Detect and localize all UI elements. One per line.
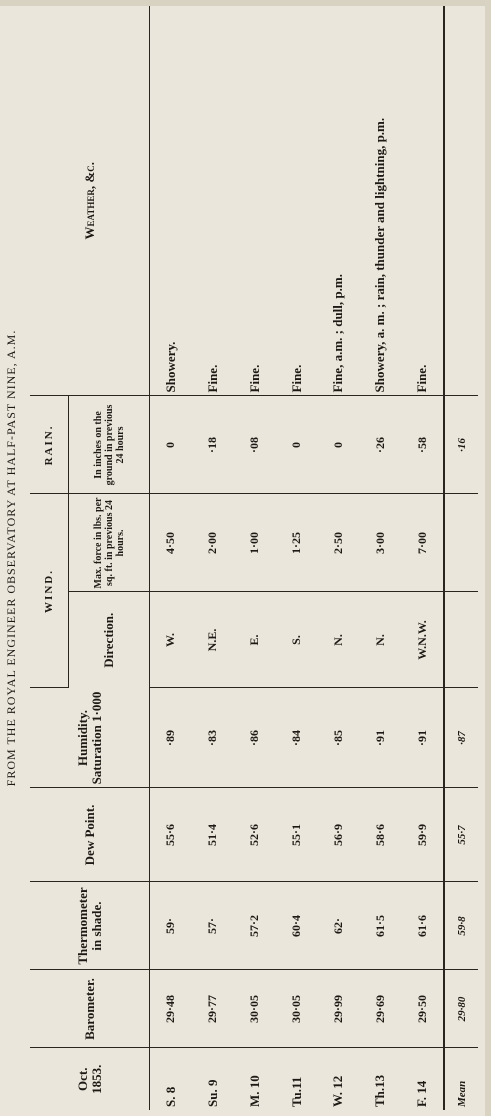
- table-row: [192, 6, 234, 1110]
- cell-dew-point: 58·6: [359, 788, 401, 882]
- cell-day: F. 14: [414, 1080, 430, 1107]
- cell-humidity: ·89: [150, 688, 192, 788]
- cell-weather: Fine.: [234, 6, 276, 396]
- mean-row: [444, 6, 478, 1110]
- cell-rain: 0: [150, 396, 192, 494]
- cell-barometer: 29·77: [192, 970, 234, 1048]
- cell-day: W. 12: [330, 1075, 346, 1107]
- cell-mean-direction: [444, 592, 478, 688]
- cell-force: 2·50: [318, 494, 360, 592]
- cell-force: 4·50: [150, 494, 192, 592]
- cell-barometer: 29·50: [401, 970, 444, 1048]
- table-caption: FROM THE ROYAL ENGINEER OBSERVATORY AT HALF-PAST NINE, A.M.: [4, 329, 18, 787]
- cell-thermometer: 61·5: [359, 882, 401, 970]
- cell-direction: N.: [359, 592, 401, 688]
- cell-weather: Fine.: [192, 6, 234, 396]
- cell-rain: ·08: [234, 396, 276, 494]
- cell-barometer: 30·05: [234, 970, 276, 1048]
- cell-dew-point: 51·4: [192, 788, 234, 882]
- cell-humidity: ·91: [401, 688, 444, 788]
- cell-barometer: 30·05: [276, 970, 318, 1048]
- cell-thermometer: 61·6: [401, 882, 444, 970]
- cell-mean-thermometer: 59·8: [444, 882, 478, 970]
- cell-day: Tu.11: [288, 1076, 304, 1107]
- cell-weather: Fine.: [401, 6, 444, 396]
- header-rain-inches: In inches on the ground in previous 24 hours: [69, 396, 150, 494]
- cell-direction: S.: [276, 592, 318, 688]
- cell-mean-humidity: ·87: [444, 688, 478, 788]
- cell-rain: ·58: [401, 396, 444, 494]
- cell-day: M. 10: [246, 1075, 262, 1107]
- cell-thermometer: 59·: [150, 882, 192, 970]
- header-thermometer: Thermometer in shade.: [30, 882, 150, 970]
- cell-rain: 0: [276, 396, 318, 494]
- cell-force: 2·00: [192, 494, 234, 592]
- cell-day: Th.13: [372, 1074, 388, 1107]
- header-date: Oct. 1853.: [30, 1048, 150, 1110]
- cell-dew-point: 56·9: [318, 788, 360, 882]
- cell-humidity: ·83: [192, 688, 234, 788]
- cell-barometer: 29·69: [359, 970, 401, 1048]
- cell-humidity: ·85: [318, 688, 360, 788]
- table-row: [276, 6, 318, 1110]
- cell-mean-dew-point: 55·7: [444, 788, 478, 882]
- cell-direction: W.N.W.: [401, 592, 444, 688]
- cell-rain: 0: [318, 396, 360, 494]
- header-humidity: Humidity. Saturation 1·000: [30, 688, 150, 788]
- cell-dew-point: 55·1: [276, 788, 318, 882]
- cell-humidity: ·91: [359, 688, 401, 788]
- cell-direction: N.E.: [192, 592, 234, 688]
- header-rain-group: RAIN.: [30, 396, 69, 494]
- table-row: [318, 6, 360, 1110]
- cell-force: 1·25: [276, 494, 318, 592]
- cell-mean-rain: ·16: [444, 396, 478, 494]
- cell-barometer: 29·48: [150, 970, 192, 1048]
- cell-direction: N.: [318, 592, 360, 688]
- table-row: [150, 6, 192, 1110]
- cell-day: Su. 9: [204, 1079, 220, 1107]
- cell-dew-point: 55·6: [150, 788, 192, 882]
- header-direction: Direction.: [69, 592, 150, 688]
- cell-thermometer: 57·2: [234, 882, 276, 970]
- cell-dew-point: 59·9: [401, 788, 444, 882]
- cell-thermometer: 57·: [192, 882, 234, 970]
- header-max-force: Max. force in lbs. per sq. ft. in previous 24 hours.: [69, 494, 150, 592]
- cell-force: 3·00: [359, 494, 401, 592]
- cell-direction: E.: [234, 592, 276, 688]
- cell-thermometer: 60·4: [276, 882, 318, 970]
- cell-direction: W.: [150, 592, 192, 688]
- header-wind-group: WIND.: [30, 494, 69, 688]
- cell-humidity: ·86: [234, 688, 276, 788]
- cell-weather: Showery.: [150, 6, 192, 396]
- weather-table: [30, 6, 478, 1110]
- cell-day: S. 8: [162, 1086, 178, 1107]
- cell-thermometer: 62·: [318, 882, 360, 970]
- cell-mean-label: Mean: [444, 1048, 478, 1110]
- cell-weather: Showery, a. m. ; rain, thunder and lightning, p.m.: [359, 6, 401, 396]
- cell-barometer: 29·99: [318, 970, 360, 1048]
- table-row: [234, 6, 276, 1110]
- cell-weather: Fine, a.m. ; dull, p.m.: [318, 6, 360, 396]
- cell-mean-force: [444, 494, 478, 592]
- header-dew-point: Dew Point.: [30, 788, 150, 882]
- header-row-top: [30, 6, 69, 1110]
- header-weather: Weather, &c.: [30, 6, 150, 396]
- cell-force: 7·00: [401, 494, 444, 592]
- cell-humidity: ·84: [276, 688, 318, 788]
- cell-weather: Fine.: [276, 6, 318, 396]
- cell-rain: ·26: [359, 396, 401, 494]
- table-row: [359, 6, 401, 1110]
- cell-rain: ·18: [192, 396, 234, 494]
- cell-mean-weather: [444, 6, 478, 396]
- header-barometer: Barometer.: [30, 970, 150, 1048]
- cell-mean-barometer: 29·80: [444, 970, 478, 1048]
- table-row: [401, 6, 444, 1110]
- cell-force: 1·00: [234, 494, 276, 592]
- cell-dew-point: 52·6: [234, 788, 276, 882]
